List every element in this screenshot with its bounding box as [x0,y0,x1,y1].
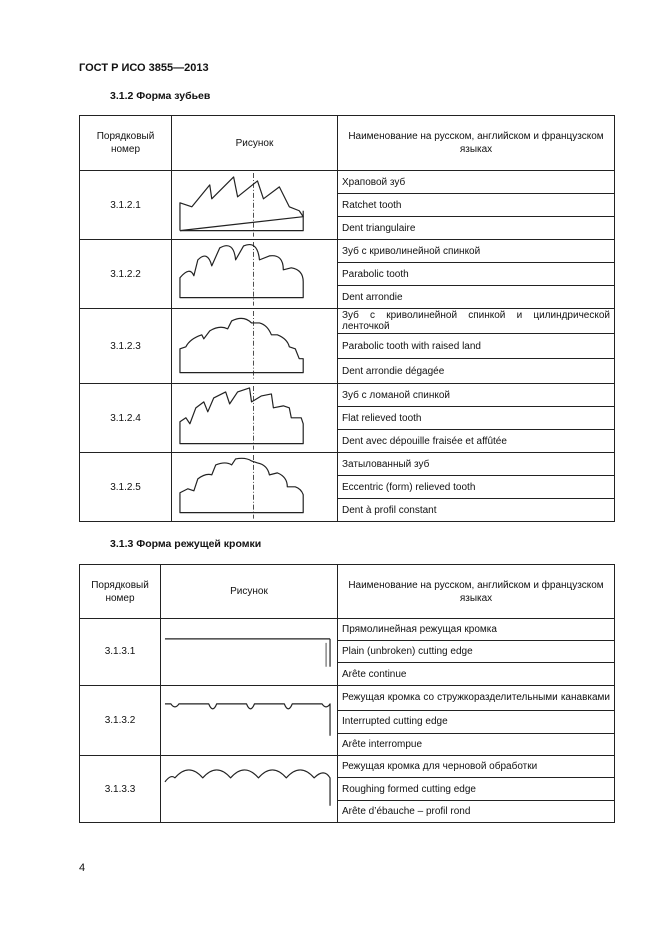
row-number: 3.1.3.3 [80,756,161,823]
row-number: 3.1.3.2 [80,685,161,756]
name-ru: Затылованный зуб [338,453,615,476]
table-row [80,619,615,641]
table-row [80,685,615,711]
header-number: Порядковый номер [80,116,172,171]
row-number: 3.1.2.5 [80,453,172,522]
name-fr: Arête d’ébauche – profil rond [338,800,615,822]
header-name: Наименование на русском, английском и французском языках [338,565,615,619]
name-fr: Dent arrondie dégagée [338,359,615,384]
interrupted-edge-drawing [161,685,338,756]
header-picture: Рисунок [172,116,338,171]
name-fr: Dent avec dépouille fraisée et affûtée [338,430,615,453]
table-row [80,240,615,263]
name-fr: Dent arrondie [338,286,615,309]
name-fr: Arête continue [338,663,615,685]
name-ru: Зуб с ломаной спинкой [338,384,615,407]
name-en: Flat relieved tooth [338,407,615,430]
name-ru: Режущая кромка для черновой обработки [338,756,615,778]
document-header: ГОСТ Р ИСО 3855—2013 [79,62,209,74]
name-en: Parabolic tooth with raised land [338,334,615,359]
name-en: Parabolic tooth [338,263,615,286]
name-ru: Зуб с криволинейной спинкой [338,240,615,263]
table-row [80,309,615,334]
header-number: Порядковый номер [80,565,161,619]
row-number: 3.1.2.2 [80,240,172,309]
name-en: Plain (unbroken) cutting edge [338,641,615,663]
name-en: Ratchet tooth [338,194,615,217]
ratchet-tooth-drawing [172,171,338,240]
flat-relieved-tooth-drawing [172,384,338,453]
header-picture: Рисунок [161,565,338,619]
table-header-row [80,565,615,619]
parabolic-tooth-drawing [172,240,338,309]
table-header-row [80,116,615,171]
row-number: 3.1.2.3 [80,309,172,384]
name-en: Interrupted cutting edge [338,711,615,734]
table-row [80,453,615,476]
section-title-cutting-edge: 3.1.3 Форма режущей кромки [110,538,262,550]
name-ru: Режущая кромка со стружкоразделительными канавками [338,685,615,711]
table-row [80,171,615,194]
name-en: Roughing formed cutting edge [338,778,615,800]
eccentric-relieved-tooth-drawing [172,453,338,522]
plain-edge-drawing [161,619,338,686]
header-name: Наименование на русском, английском и французском языках [338,116,615,171]
name-fr: Dent triangulaire [338,217,615,240]
section-title-tooth-form: 3.1.2 Форма зубьев [110,90,211,102]
row-number: 3.1.2.4 [80,384,172,453]
table-row [80,384,615,407]
row-number: 3.1.2.1 [80,171,172,240]
name-ru: Зуб с криволинейной спинкой и цилиндрической ленточкой [338,309,615,334]
cutting-edge-table [79,564,615,823]
name-ru: Прямолинейная режущая кромка [338,619,615,641]
tooth-form-table [79,115,615,522]
name-fr: Dent à profil constant [338,499,615,522]
name-en: Eccentric (form) relieved tooth [338,476,615,499]
raised-land-tooth-drawing [172,309,338,384]
table-row [80,756,615,778]
page-number: 4 [79,862,86,874]
name-fr: Arête interrompue [338,733,615,756]
row-number: 3.1.3.1 [80,619,161,686]
name-ru: Храповой зуб [338,171,615,194]
roughing-edge-drawing [161,756,338,823]
